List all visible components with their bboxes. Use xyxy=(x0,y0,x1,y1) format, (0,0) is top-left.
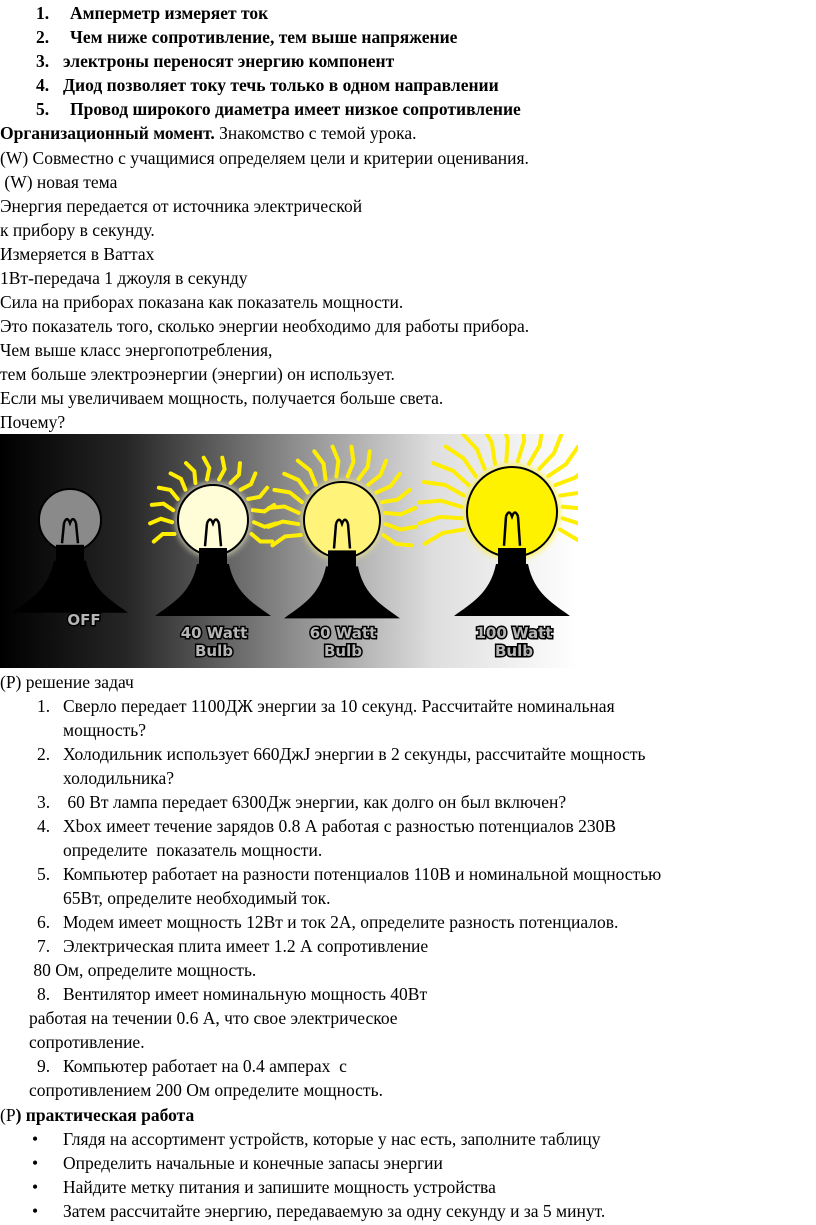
org-moment-line xyxy=(0,122,417,144)
bullet-dot: • xyxy=(32,1201,39,1221)
task-text: Электрическая плита имеет 1.2 А сопротивление xyxy=(63,936,429,956)
bulb-glass xyxy=(39,489,101,551)
task-text: 60 Вт лампа передает 6300Дж энергии, как долго он был включен? xyxy=(63,792,567,812)
body-line: Если мы увеличиваем мощность, получается больше света. xyxy=(0,388,444,408)
body-line: Энергия передается от источника электрической xyxy=(0,196,363,216)
task-text: Сверло передает 1100ДЖ энергии за 10 секунд. Рассчитайте номинальная xyxy=(63,696,615,716)
top-list-number: 1. xyxy=(36,3,50,23)
bullet-text: Определить начальные и конечные запасы энергии xyxy=(63,1153,443,1173)
top-list-item: электроны переносят энергию компонент xyxy=(63,51,395,71)
body-line: 1Вт-передача 1 джоуля в секунду xyxy=(0,268,248,288)
practice-prefix: (Р xyxy=(0,1105,16,1125)
task-number: 1. xyxy=(37,696,51,716)
task-text: холодильника? xyxy=(63,768,175,788)
top-list-item: Амперметр измеряет ток xyxy=(70,3,269,23)
task-number: 6. xyxy=(37,912,51,932)
org-moment-rest: Знакомство с темой урока. xyxy=(214,123,417,143)
bulb-glass xyxy=(467,467,557,557)
practice-title: ) практическая работа xyxy=(15,1105,195,1125)
task-number: 9. xyxy=(37,1056,51,1076)
top-list-number: 3. xyxy=(36,51,50,71)
bullet-text: Найдите метку питания и запишите мощность устройства xyxy=(63,1177,496,1197)
bulb-wattage-illustration xyxy=(0,434,578,668)
top-list-item: Чем ниже сопротивление, тем выше напряжение xyxy=(70,27,458,47)
task-text: сопротивлением 200 Ом определите мощность. xyxy=(29,1080,383,1100)
task-text: Компьютер работает на 0.4 амперах с xyxy=(63,1056,347,1076)
bullet-dot: • xyxy=(32,1153,39,1173)
bulb-60-label-1: 60 Watt xyxy=(309,624,377,642)
task-number: 3. xyxy=(37,792,51,812)
top-list-item: Провод широкого диаметра имеет низкое сопротивление xyxy=(70,99,521,119)
body-line: Это показатель того, сколько энергии необходимо для работы прибора. xyxy=(0,316,530,336)
task-number: 7. xyxy=(37,936,51,956)
body-line: Измеряется в Ваттах xyxy=(0,244,155,264)
body-line: Почему? xyxy=(0,412,66,432)
task-text: работая на течении 0.6 А, что свое электрическое xyxy=(29,1008,398,1028)
task-text: определите показатель мощности. xyxy=(63,840,323,860)
task-number: 8. xyxy=(37,984,51,1004)
org-moment-bold: Организационный момент. xyxy=(0,123,215,143)
body-line: Чем выше класс энергопотребления, xyxy=(0,340,273,360)
task-text: Вентилятор имеет номинальную мощность 40Вт xyxy=(63,984,428,1004)
bulb-40-label-1: 40 Watt xyxy=(180,624,248,642)
tasks-heading: (Р) решение задач xyxy=(0,672,134,692)
top-list-number: 4. xyxy=(36,75,50,95)
task-text: 65Вт, определите необходимый ток. xyxy=(63,888,331,908)
bulb-off-label: OFF xyxy=(67,611,101,629)
bulb-neck xyxy=(328,550,356,568)
task-text: 80 Ом, определите мощность. xyxy=(29,960,257,980)
task-text: Холодильник использует 660ДжJ энергии в 2 секунды, рассчитайте мощность xyxy=(63,744,646,764)
bulb-glass xyxy=(178,485,248,555)
task-number: 5. xyxy=(37,864,51,884)
bulb-100-label-1: 100 Watt xyxy=(475,624,553,642)
bulb-60-label-2: Bulb xyxy=(324,642,362,660)
task-text: Компьютер работает на разности потенциалов 110В и номинальной мощностью xyxy=(63,864,662,884)
task-text: мощность? xyxy=(63,720,147,740)
body-line: тем больше электроэнергии (энергии) он использует. xyxy=(0,364,395,384)
bullet-text: Затем рассчитайте энергию, передаваемую за одну секунду и за 5 минут. xyxy=(63,1201,606,1221)
task-text: Xbox имеет течение зарядов 0.8 А работая с разностью потенциалов 230В xyxy=(63,816,617,836)
body-line: Сила на приборах показана как показатель мощности. xyxy=(0,292,404,312)
bullet-text: Глядя на ассортимент устройств, которые у нас есть, заполните таблицу xyxy=(63,1129,601,1149)
top-list-item: Диод позволяет току течь только в одном направлении xyxy=(63,75,499,95)
bullet-dot: • xyxy=(32,1129,39,1149)
top-list-number: 5. xyxy=(36,99,50,119)
bulb-glass xyxy=(304,482,380,558)
bulb-40-label-2: Bulb xyxy=(195,642,233,660)
body-line: (W) Совместно с учащимися определяем цели и критерии оценивания. xyxy=(0,148,529,168)
bulb-100-label-2: Bulb xyxy=(495,642,533,660)
bulb-neck xyxy=(56,545,84,563)
bullet-dot: • xyxy=(32,1177,39,1197)
practice-heading xyxy=(0,1104,194,1126)
body-line: (W) новая тема xyxy=(0,172,118,192)
bulb-neck xyxy=(498,548,526,566)
task-text: сопротивление. xyxy=(29,1032,145,1052)
top-list-number: 2. xyxy=(36,27,50,47)
task-number: 4. xyxy=(37,816,51,836)
task-number: 2. xyxy=(37,744,51,764)
task-text: Модем имеет мощность 12Вт и ток 2А, определите разность потенциалов. xyxy=(63,912,619,932)
body-line: к прибору в секунду. xyxy=(0,220,155,240)
bulb-neck xyxy=(199,548,227,566)
